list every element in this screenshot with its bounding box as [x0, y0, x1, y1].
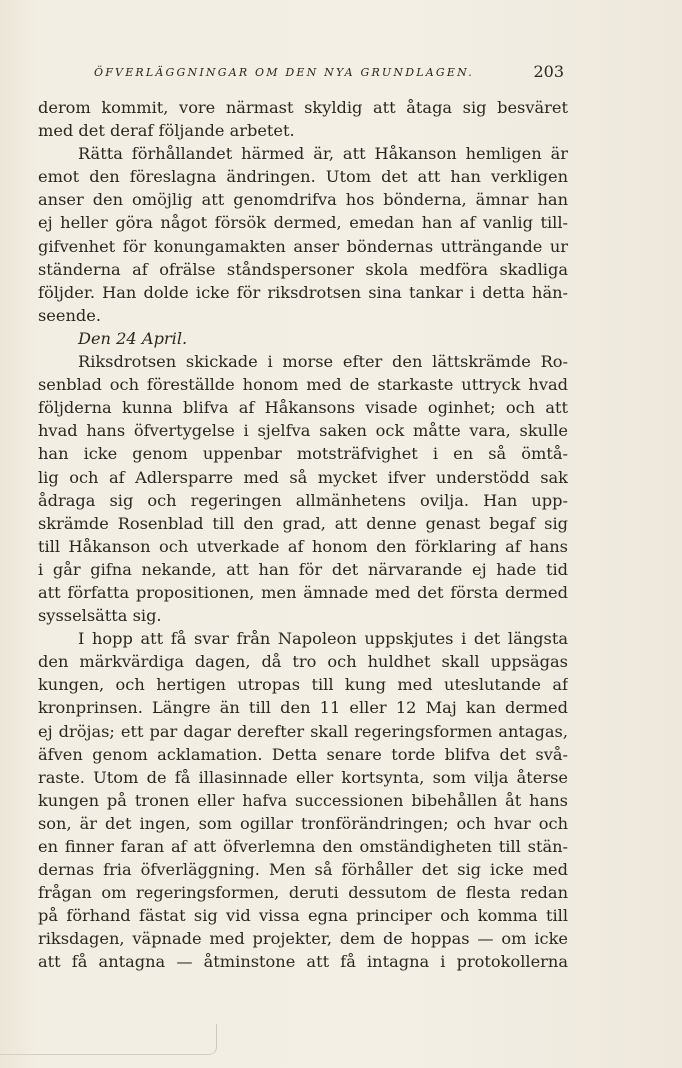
- text-line: son, är det ingen, som ogillar tronförändringen; och hvar och: [38, 813, 568, 833]
- text-line: en finner faran af att öfverlemna den omständigheten till stän-: [38, 837, 568, 856]
- text-line: på förhand fästat sig vid vissa egna principer och komma till: [38, 906, 568, 926]
- text-line: att få antagna — åtminstone att få intagna i protokollerna: [38, 952, 568, 972]
- text-line: I hopp att få svar från Napoleon uppskjutes i det längsta: [78, 629, 568, 649]
- text-line: derom kommit, vore närmast skyldig att åtaga sig besväret: [38, 98, 568, 117]
- text-line: frågan om regeringsformen, deruti dessutom de flesta redan: [38, 883, 568, 903]
- text-line: den märkvärdiga dagen, då tro och huldhet skall uppsägas: [38, 652, 568, 672]
- text-line: med det deraf följande arbetet.: [38, 121, 295, 141]
- text-line: riksdagen, väpnade med projekter, dem de hoppas — om icke: [38, 929, 568, 949]
- text-line: emot den föreslagna ändringen. Utom det att han verkligen: [38, 167, 568, 187]
- text-line: senblad och föreställde honom med de starkaste uttryck hvad: [38, 375, 568, 395]
- text-line: ej heller göra något försök dermed, emedan han af vanlig till-: [38, 213, 568, 233]
- text-line: ständerna af ofrälse ståndspersoner skola medföra skadliga: [38, 259, 568, 279]
- page-header: [94, 62, 564, 86]
- text-line: Rätta förhållandet härmed är, att Håkanson hemligen är: [78, 144, 568, 164]
- text-line: gifvenhet för konungamakten anser böndernas utträngande ur: [38, 236, 568, 256]
- text-line: kronprinsen. Längre än till den 11 eller 12 Maj kan dermed: [38, 698, 568, 718]
- text-line: lig och af Adlersparre med så mycket ifver understödd sak: [38, 467, 568, 487]
- text-line: hvad hans öfvertygelse i sjelfva saken ock måtte vara, skulle: [38, 421, 568, 441]
- text-line: ådraga sig och regeringen allmänhetens ovilja. Han upp-: [38, 490, 568, 510]
- page-edge-mark: [0, 1024, 217, 1055]
- text-line: sysselsätta sig.: [38, 606, 162, 626]
- text-line: dernas fria öfverläggning. Men så förhåller det sig icke med: [38, 860, 568, 880]
- text-line: följderna kunna blifva af Håkansons visade oginhet; och att: [38, 398, 568, 418]
- running-head: ÖFVERLÄGGNINGAR OM DEN NYA GRUNDLAGEN.: [94, 66, 474, 79]
- body-text: [38, 96, 568, 974]
- text-line: äfven genom acklamation. Detta senare torde blifva det svå-: [38, 744, 568, 764]
- text-line: följder. Han dolde icke för riksdrotsen sina tankar i detta hän-: [38, 282, 568, 302]
- text-line: Riksdrotsen skickade i morse efter den lättskrämde Ro-: [78, 352, 568, 372]
- text-line: ej dröjas; ett par dagar derefter skall regeringsformen antagas,: [38, 721, 568, 741]
- page-number: 203: [533, 62, 564, 81]
- text-line: i går gifna nekande, att han för det närvarande ej hade tid: [38, 559, 568, 579]
- text-line: anser den omöjlig att genomdrifva hos bönderna, ämnar han: [38, 190, 568, 210]
- text-line: seende.: [38, 305, 101, 325]
- text-line: kungen på tronen eller hafva successionen bibehållen åt hans: [38, 790, 568, 810]
- text-line: till Håkanson och utverkade af honom den förklaring af hans: [38, 536, 568, 556]
- text-line: skrämde Rosenblad till den grad, att denne genast begaf sig: [38, 513, 568, 533]
- date-heading: Den 24 April.: [78, 328, 188, 348]
- text-line: han icke genom uppenbar motsträfvighet i en så ömtå-: [38, 444, 568, 464]
- text-line: raste. Utom de få illasinnade eller kortsynta, som vilja återse: [38, 767, 568, 787]
- text-line: kungen, och hertigen utropas till kung med uteslutande af: [38, 675, 568, 695]
- text-line: att författa propositionen, men ämnade med det första dermed: [38, 582, 568, 602]
